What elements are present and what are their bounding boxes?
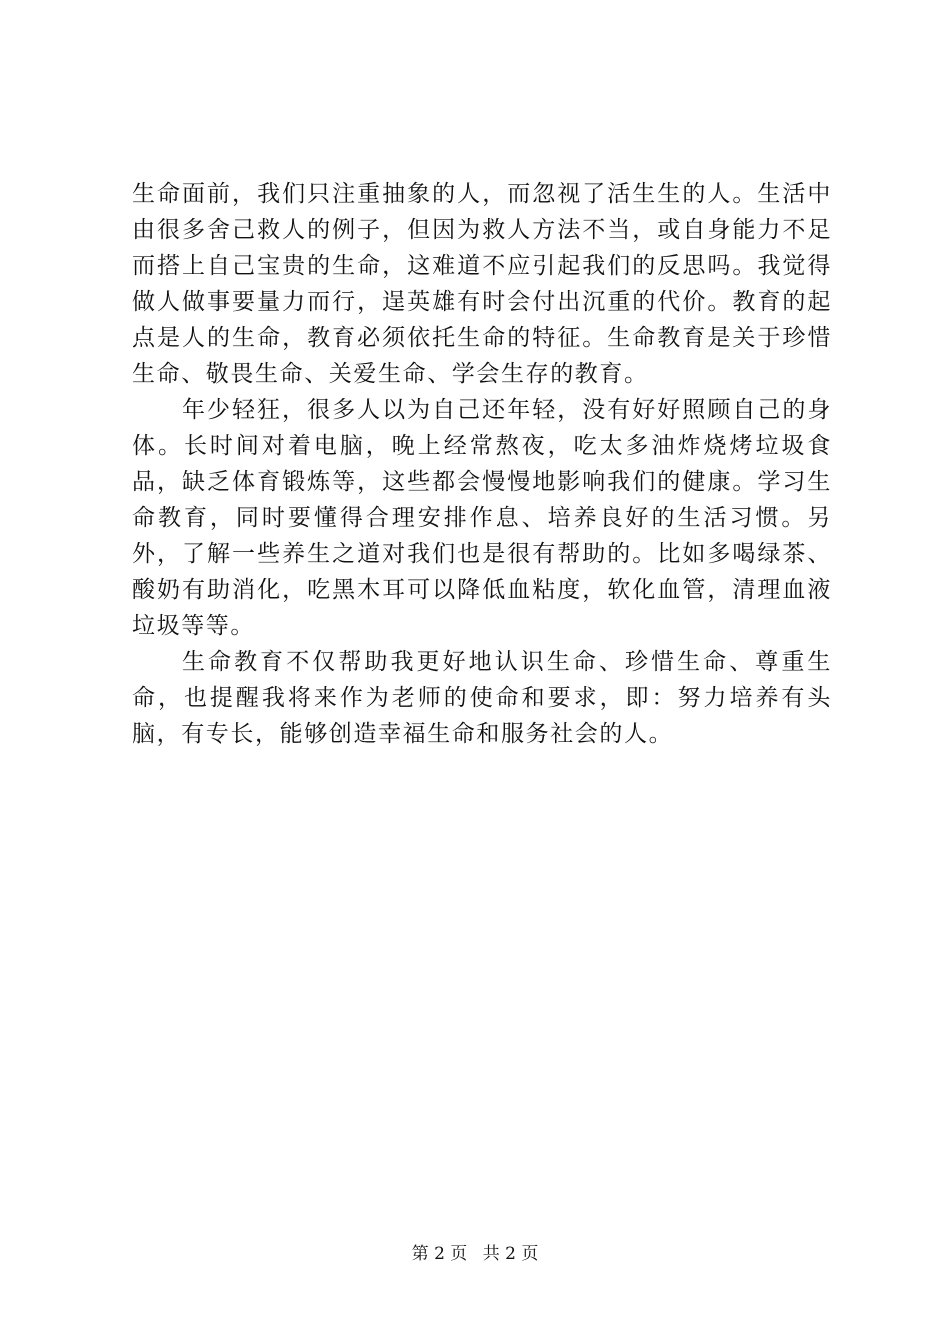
page-number: 第 2 页 — [411, 1244, 468, 1264]
document-body — [132, 176, 832, 752]
page-total: 共 2 页 — [482, 1244, 539, 1264]
paragraph-3: 生命教育不仅帮助我更好地认识生命、珍惜生命、尊重生命，也提醒我将来作为老师的使命和要求，即：努力培养有头脑，有专长，能够创造幸福生命和服务社会的人。 — [132, 649, 832, 747]
page-footer — [0, 1242, 950, 1266]
paragraph-2: 年少轻狂，很多人以为自己还年轻，没有好好照顾自己的身体。长时间对着电脑，晚上经常熬夜，吃太多油炸烧烤垃圾食品，缺乏体育锻炼等，这些都会慢慢地影响我们的健康。学习生命教育，同时要懂得合理安排作息、培养良好的生活习惯。另外，了解一些养生之道对我们也是很有帮助的。比如多喝绿茶、酸奶有助消化，吃黑木耳可以降低血粘度，软化血管，清理血液垃圾等等。 — [132, 397, 832, 639]
paragraph-1: 生命面前，我们只注重抽象的人，而忽视了活生生的人。生活中由很多舍己救人的例子，但因为救人方法不当，或自身能力不足而搭上自己宝贵的生命，这难道不应引起我们的反思吗。我觉得做人做事要量力而行，逞英雄有时会付出沉重的代价。教育的起点是人的生命，教育必须依托生命的特征。生命教育是关于珍惜生命、敬畏生命、关爱生命、学会生存的教育。 — [132, 181, 832, 387]
